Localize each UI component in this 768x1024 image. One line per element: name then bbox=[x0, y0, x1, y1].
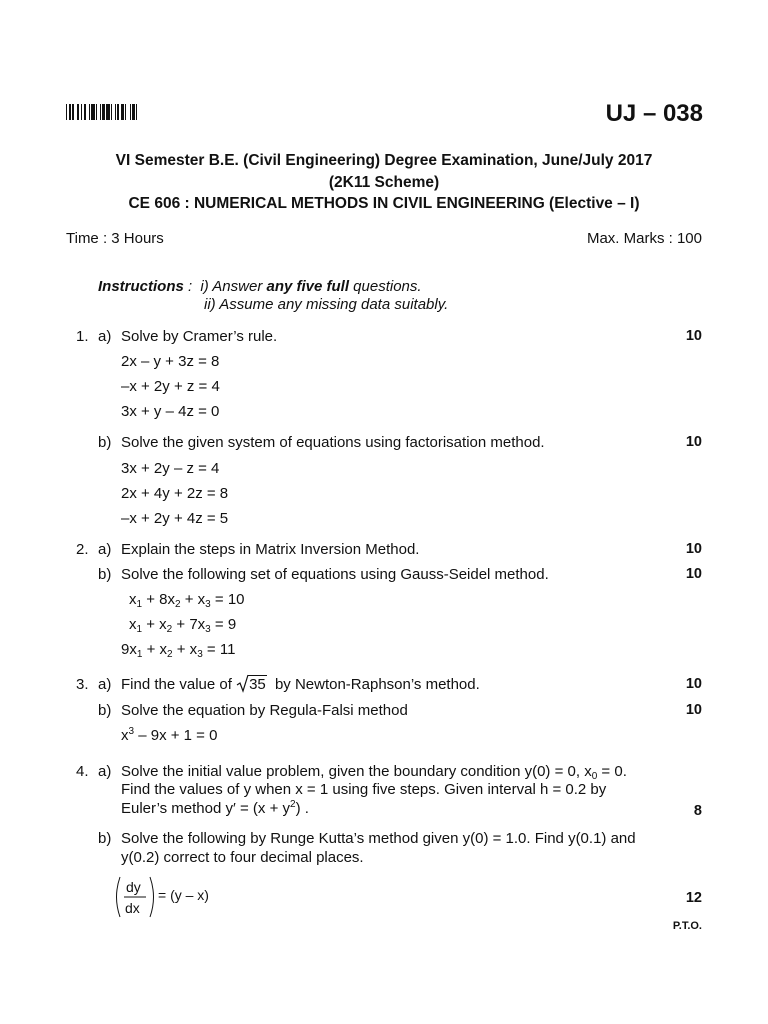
q3-number: 3. bbox=[76, 676, 89, 693]
equation: 2x + 4y + 2z = 8 bbox=[121, 485, 229, 502]
instructions: Instructions : i) Answer any five full questions. bbox=[98, 278, 422, 295]
subject-title: CE 606 : NUMERICAL METHODS IN CIVIL ENGINEERING (Elective – I) bbox=[128, 195, 640, 212]
q3b-label: b) bbox=[98, 702, 112, 719]
svg-text:dx: dx bbox=[125, 900, 140, 916]
equation: $9x_1 + x_2 + x_3 = 11$ bbox=[121, 641, 236, 660]
q2b-label: b) bbox=[98, 566, 112, 583]
barcode bbox=[66, 104, 168, 120]
q3a-label: a) bbox=[98, 676, 112, 693]
q2b-marks: 10 bbox=[685, 566, 702, 582]
svg-text:dy: dy bbox=[126, 879, 141, 895]
q1a-marks: 10 bbox=[685, 328, 702, 344]
max-marks: Max. Marks : 100 bbox=[586, 230, 702, 247]
q4a-line1: Solve the initial value problem, given the boundary condition y(0) = 0, $x_0 = 0$. bbox=[121, 763, 627, 782]
q2a-text: Explain the steps in Matrix Inversion Method. bbox=[121, 541, 420, 558]
square-root: 35 bbox=[236, 676, 267, 693]
instructions-label: Instructions bbox=[98, 278, 184, 295]
q4a-marks: 8 bbox=[693, 803, 702, 819]
q4b-marks: 12 bbox=[685, 890, 702, 906]
q1a-label: a) bbox=[98, 328, 112, 345]
de-rhs: = (y – x) bbox=[158, 887, 209, 903]
q3a-text: Find the value of 35 by Newton-Raphson’s method. bbox=[121, 676, 480, 693]
q2a-marks: 10 bbox=[685, 541, 702, 557]
q1b-text: Solve the given system of equations using factorisation method. bbox=[121, 434, 545, 451]
q3b-marks: 10 bbox=[685, 702, 702, 718]
q1-number: 1. bbox=[76, 328, 89, 345]
q2-number: 2. bbox=[76, 541, 89, 558]
q4b-line2: y(0.2) correct to four decimal places. bbox=[121, 849, 364, 866]
equation: $x_1 + x_2 + 7x_3 = 9$ bbox=[129, 616, 237, 635]
q4b-line1: Solve the following by Runge Kutta’s method given y(0) = 1.0. Find y(0.1) and bbox=[121, 830, 636, 847]
equation: –x + 2y + z = 4 bbox=[121, 378, 220, 395]
exam-title: VI Semester B.E. (Civil Engineering) Degree Examination, June/July 2017 bbox=[115, 152, 653, 169]
scheme: (2K11 Scheme) bbox=[328, 174, 440, 191]
equation: $x^3 - 9x + 1 = 0$ bbox=[121, 726, 218, 744]
q4b-label: b) bbox=[98, 830, 112, 847]
pto: P.T.O. bbox=[672, 920, 702, 932]
instruction-ii: ii) Assume any missing data suitably. bbox=[204, 296, 449, 313]
q3b-text: Solve the equation by Regula-Falsi method bbox=[121, 702, 408, 719]
q1b-label: b) bbox=[98, 434, 112, 451]
equation: 2x – y + 3z = 8 bbox=[121, 353, 220, 370]
q4a-line3: Euler’s method $y' = (x + y^2)$ . bbox=[121, 799, 309, 817]
q4a-label: a) bbox=[98, 763, 112, 780]
equation: 3x + y – 4z = 0 bbox=[121, 403, 220, 420]
q4-number: 4. bbox=[76, 763, 89, 780]
q4a-line2: Find the values of y when x = 1 using five steps. Given interval h = 0.2 by bbox=[121, 781, 607, 798]
q2a-label: a) bbox=[98, 541, 112, 558]
equation: 3x + 2y – z = 4 bbox=[121, 460, 220, 477]
q1b-marks: 10 bbox=[685, 434, 702, 450]
q3a-marks: 10 bbox=[685, 676, 702, 692]
paper-code: UJ – 038 bbox=[605, 100, 703, 127]
time-label: Time : 3 Hours bbox=[66, 230, 164, 247]
equation: $x_1 + 8x_2 + x_3 = 10$ bbox=[129, 591, 245, 610]
q1a-text: Solve by Cramer’s rule. bbox=[121, 328, 278, 345]
q2b-text: Solve the following set of equations using Gauss-Seidel method. bbox=[121, 566, 549, 583]
equation: –x + 2y + 4z = 5 bbox=[121, 510, 229, 527]
